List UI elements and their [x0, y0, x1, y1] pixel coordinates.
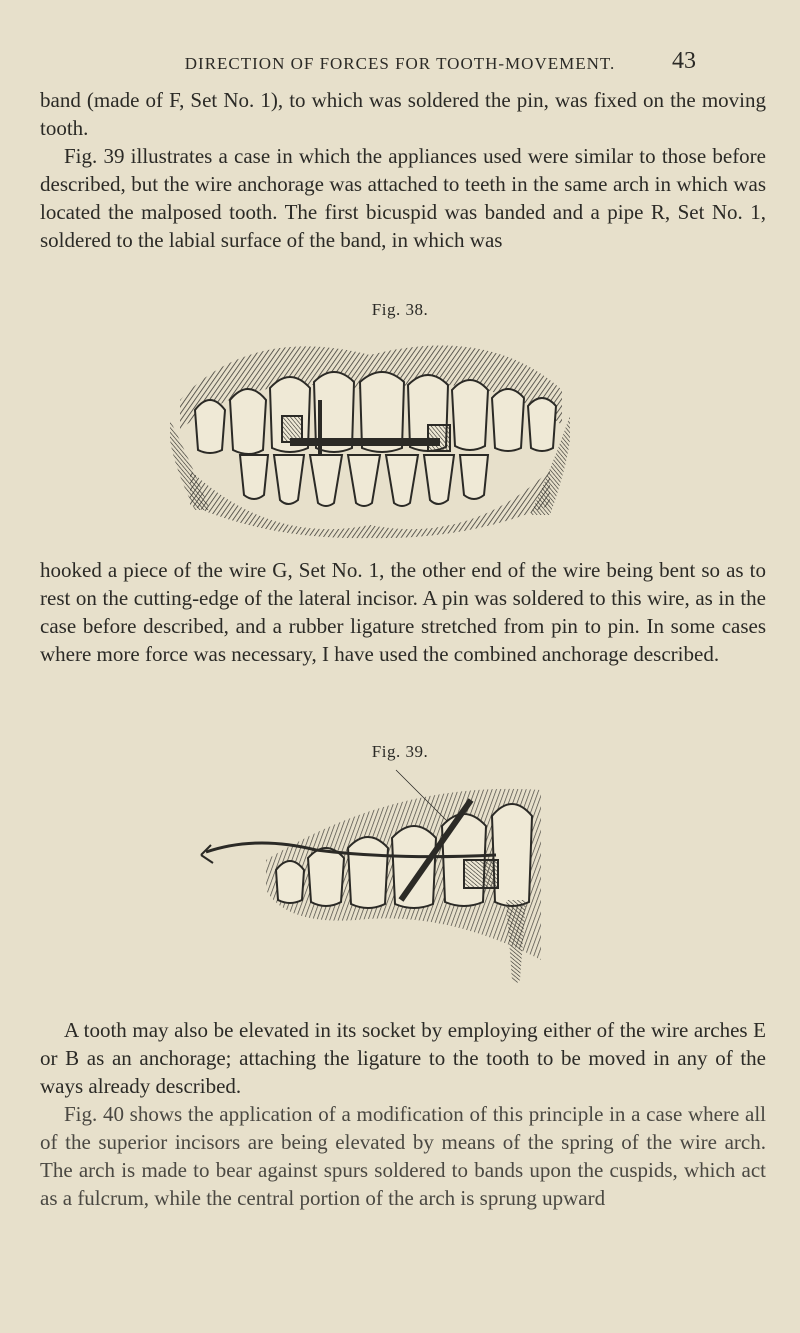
paragraph-4: A tooth may also be elevated in its socket by employing either of the wire arches E or B as an anchorage; attaching the ligature to the tooth to be moved in any of the ways already described.: [40, 1018, 766, 1098]
figure-39-caption: Fig. 39.: [371, 742, 429, 761]
figure-38-caption: Fig. 38.: [371, 300, 429, 319]
paragraph-3: hooked a piece of the wire G, Set No. 1, the other end of the wire being bent so as to rest on the cutting-edge of the lateral incisor. A pin was soldered to this wire, as in the case before described, and a rubber ligature stretched from pin to pin. In some cases where more force was necessary, I have used the combined anchorage described.: [40, 558, 766, 666]
running-header: DIRECTION OF FORCES FOR TOOTH-MOVEMENT.: [184, 54, 616, 73]
figure-39-tooth-anchorage-image: [196, 760, 556, 990]
paragraph-2: Fig. 39 illustrates a case in which the appliances used were similar to those before described, but the wire anchorage was attached to teeth in the same arch in which was located the malposed tooth. The first bicuspid was banded and a pipe R, Set No. 1, soldered to the labial surface of the band, in which was: [40, 144, 766, 252]
paragraph-1: band (made of F, Set No. 1), to which was soldered the pin, was fixed on the moving tooth.: [40, 88, 766, 140]
page-number: 43: [672, 48, 696, 74]
paragraph-5: Fig. 40 shows the application of a modification of this principle in a case where all of the superior incisors are being elevated by means of the spring of the wire arch. The arch is made to bear against spurs soldered to bands upon the cuspids, which act as a fulcrum, while the central portion of the arch is sprung upward: [40, 1102, 766, 1210]
figure-38-dental-arch-image: [170, 330, 570, 540]
